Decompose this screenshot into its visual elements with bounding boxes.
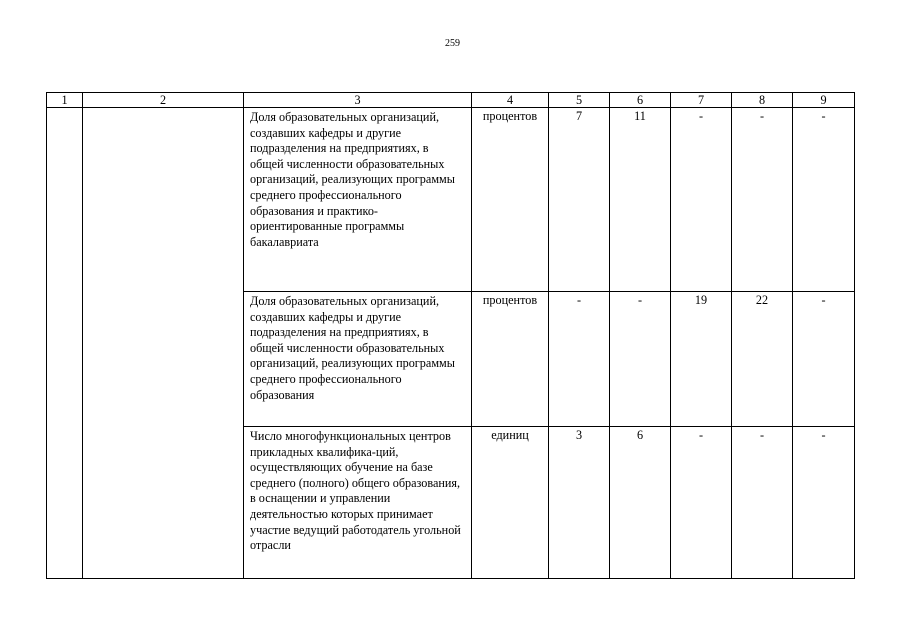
- value-cell: 22: [732, 292, 793, 427]
- header-cell: 5: [549, 93, 610, 108]
- value-cell: 6: [610, 427, 671, 579]
- unit-cell: процентов: [472, 108, 549, 292]
- unit-cell: процентов: [472, 292, 549, 427]
- header-cell: 1: [47, 93, 83, 108]
- indicator-cell: Число многофункциональных центров прикладных квалифика-ций, осуществляющих обучение на базе среднего (полного) общего образования, в оснащении и управлении деятельностью которых принимает участие ведущий работодатель угольной отрасли: [244, 427, 472, 579]
- value-cell: -: [549, 292, 610, 427]
- header-cell: 3: [244, 93, 472, 108]
- value-cell: -: [732, 427, 793, 579]
- indicators-table: [46, 92, 855, 579]
- value-cell: 3: [549, 427, 610, 579]
- col-1-cell: [47, 108, 83, 579]
- unit-cell: единиц: [472, 427, 549, 579]
- header-cell: 4: [472, 93, 549, 108]
- header-cell: 9: [793, 93, 855, 108]
- value-cell: -: [793, 108, 855, 292]
- header-cell: 8: [732, 93, 793, 108]
- value-cell: -: [793, 427, 855, 579]
- value-cell: -: [610, 292, 671, 427]
- value-cell: -: [671, 108, 732, 292]
- value-cell: 7: [549, 108, 610, 292]
- col-2-cell: [83, 108, 244, 579]
- value-cell: -: [671, 427, 732, 579]
- header-cell: 6: [610, 93, 671, 108]
- header-cell: 2: [83, 93, 244, 108]
- header-cell: 7: [671, 93, 732, 108]
- value-cell: 19: [671, 292, 732, 427]
- table-header-row: [47, 93, 855, 108]
- value-cell: 11: [610, 108, 671, 292]
- value-cell: -: [793, 292, 855, 427]
- value-cell: -: [732, 108, 793, 292]
- page-number: 259: [445, 38, 460, 49]
- indicator-cell: Доля образовательных организаций, создавших кафедры и другие подразделения на предприятиях, в общей численности образовательных организаций, реализующих программы среднего профессионального образования: [244, 292, 472, 427]
- table-row: [47, 108, 855, 292]
- indicator-cell: Доля образовательных организаций, создавших кафедры и другие подразделения на предприятиях, в общей численности образовательных организаций, реализующих программы среднего профессионального образования и практико-ориентированные программы бакалавриата: [244, 108, 472, 292]
